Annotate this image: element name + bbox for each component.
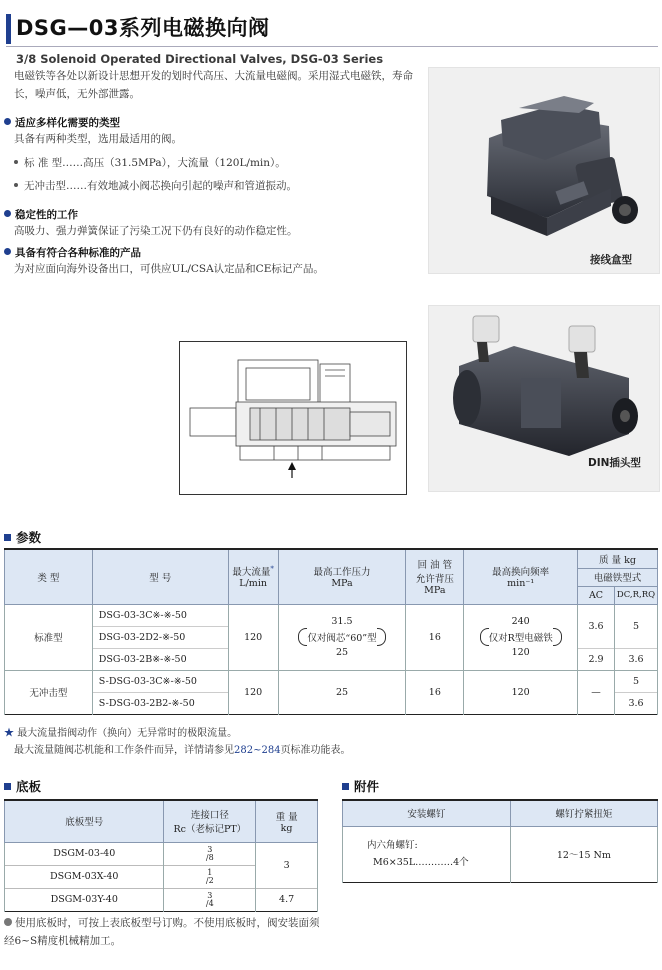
header-dc: DC,R,RQ [614, 586, 657, 604]
model-cell: DSG-03-2B※-※-50 [92, 648, 228, 670]
port-size-cell: 3 /4 [164, 888, 256, 911]
base-plate-section-title: 底板 [4, 777, 41, 795]
header-max-flow: 最大流量* L/min [228, 549, 278, 604]
section-square-icon [4, 783, 11, 790]
caption-din: DIN插头型 [588, 457, 641, 469]
valve-section-drawing [179, 341, 407, 495]
feature-heading-types: 适应多样化需要的类型 [4, 115, 120, 130]
page-title: DSG—03系列电磁换向阀 [16, 16, 270, 40]
header-solenoid-type: 电磁铁型式 [578, 568, 658, 586]
type-shockless: 无冲击型 [5, 670, 93, 714]
header-max-pressure: 最高工作压力 MPa [278, 549, 406, 604]
freq-shockless: 120 [464, 670, 578, 714]
title-block [6, 10, 658, 46]
header-back-pressure: 回 油 管 允许背压 MPa [406, 549, 464, 604]
header-port: 连接口径 Rc（老标记PT） [164, 800, 256, 842]
base-plate-footnote: 使用底板时，可按上表底板型号订购。不使用底板时，阀安装面须经6~S精度机械精加工。 [4, 917, 320, 947]
dc-mass-standard-1: 5 [614, 604, 657, 648]
header-type: 类 型 [5, 549, 93, 604]
pressure-shockless: 25 [278, 670, 406, 714]
ac-mass-shockless: — [578, 670, 615, 714]
dc-mass-shockless-2: 3.6 [614, 692, 657, 714]
feature-text-standards: 为对应面向海外设备出口，可供应UL/CSA认定品和CE标记产品。 [14, 263, 324, 275]
weight-cell: 3 [256, 842, 318, 888]
bullet-icon [4, 248, 11, 255]
section-square-icon [4, 534, 11, 541]
back-pressure-standard: 16 [406, 604, 464, 670]
header-torque: 螺钉拧紧扭矩 [510, 800, 657, 826]
flow-standard: 120 [228, 604, 278, 670]
params-note-2: 最大流量随阀芯机能和工作条件而异，详情请参见282~284页标准功能表。 [14, 745, 351, 756]
table-row [5, 888, 318, 911]
table-row [5, 842, 318, 865]
section-square-icon [342, 783, 349, 790]
intro-paragraph: 电磁铁等各处以新设计思想开发的划时代高压、大流量电磁阀。采用湿式电磁铁，寿命长，噪声低，无外部泄露。 [14, 70, 413, 100]
bolt-cell: 内六角螺钉: M6×35L…………4个 [343, 826, 511, 882]
bullet-icon [4, 210, 11, 217]
page-subtitle: 3/8 Solenoid Operated Directional Valves, DSG-03 Series [16, 52, 384, 66]
feature-heading-standards: 具备有符合各种标准的产品 [4, 245, 141, 260]
title-accent-bar [6, 14, 11, 44]
back-pressure-shockless: 16 [406, 670, 464, 714]
table-row [343, 826, 658, 882]
type-standard: 标准型 [5, 604, 93, 670]
params-section-title: 参数 [4, 528, 41, 546]
bullet-icon [4, 918, 12, 926]
ac-mass-standard-1: 3.6 [578, 604, 615, 648]
accessories-section-title: 附件 [342, 777, 379, 795]
pages-link[interactable]: 282~284 [234, 745, 281, 756]
header-max-freq: 最高换向频率 min⁻¹ [464, 549, 578, 604]
header-weight: 重 量 kg [256, 800, 318, 842]
header-ac: AC [578, 586, 615, 604]
model-cell: DSG-03-2D2-※-50 [92, 626, 228, 648]
header-bolt: 安装螺钉 [343, 800, 511, 826]
accessories-table [342, 799, 658, 883]
base-model-cell: DSGM-03-40 [5, 842, 164, 865]
photo-junction-box-valve [428, 67, 660, 274]
sub-bullet-icon [14, 160, 18, 164]
feature-sub-standard: 标 准 型……高压（31.5MPa），大流量（120L/min）。 [14, 155, 286, 170]
flow-shockless: 120 [228, 670, 278, 714]
flow-arrow-icon [288, 462, 296, 470]
port-size-cell: 3 /8 [164, 842, 256, 865]
base-plate-table [4, 799, 318, 912]
bullet-icon [4, 118, 11, 125]
header-base-model: 底板型号 [5, 800, 164, 842]
feature-heading-stable: 稳定性的工作 [4, 207, 78, 222]
caption-junction-box: 接线盒型 [590, 254, 632, 266]
valve-image [429, 68, 659, 273]
dc-mass-shockless-1: 5 [614, 670, 657, 692]
header-mass: 质 量 kg [578, 549, 658, 568]
title-divider [6, 46, 658, 47]
table-row [5, 670, 658, 692]
dc-mass-standard-2: 3.6 [614, 648, 657, 670]
base-model-cell: DSGM-03Y-40 [5, 888, 164, 911]
ac-mass-standard-2: 2.9 [578, 648, 615, 670]
params-table [4, 548, 658, 715]
base-model-cell: DSGM-03X-40 [5, 865, 164, 888]
feature-sub-shockless: 无冲击型……有效地减小阀芯换向引起的噪声和管道振动。 [14, 178, 297, 193]
model-cell: S-DSG-03-2B2-※-50 [92, 692, 228, 714]
feature-text-stable: 高吸力、强力弹簧保证了污染工况下仍有良好的动作稳定性。 [14, 225, 298, 237]
port-size-cell: 1 /2 [164, 865, 256, 888]
sub-bullet-icon [14, 183, 18, 187]
model-cell: S-DSG-03-3C※-※-50 [92, 670, 228, 692]
star-icon: ★ [4, 728, 14, 739]
header-model: 型 号 [92, 549, 228, 604]
feature-text-types: 具备有两种类型，选用最适用的阀。 [14, 133, 182, 145]
torque-cell: 12～15 Nm [510, 826, 657, 882]
freq-standard: 240 仅对R型电磁铁 120 [464, 604, 578, 670]
table-row [5, 604, 658, 626]
weight-cell: 4.7 [256, 888, 318, 911]
params-note-1: ★ 最大流量指阀动作（换向）无异常时的极限流量。 [4, 728, 238, 739]
section-drawing-image [180, 342, 406, 494]
model-cell: DSG-03-3C※-※-50 [92, 604, 228, 626]
pressure-standard: 31.5 仅对阀芯“60”型 25 [278, 604, 406, 670]
